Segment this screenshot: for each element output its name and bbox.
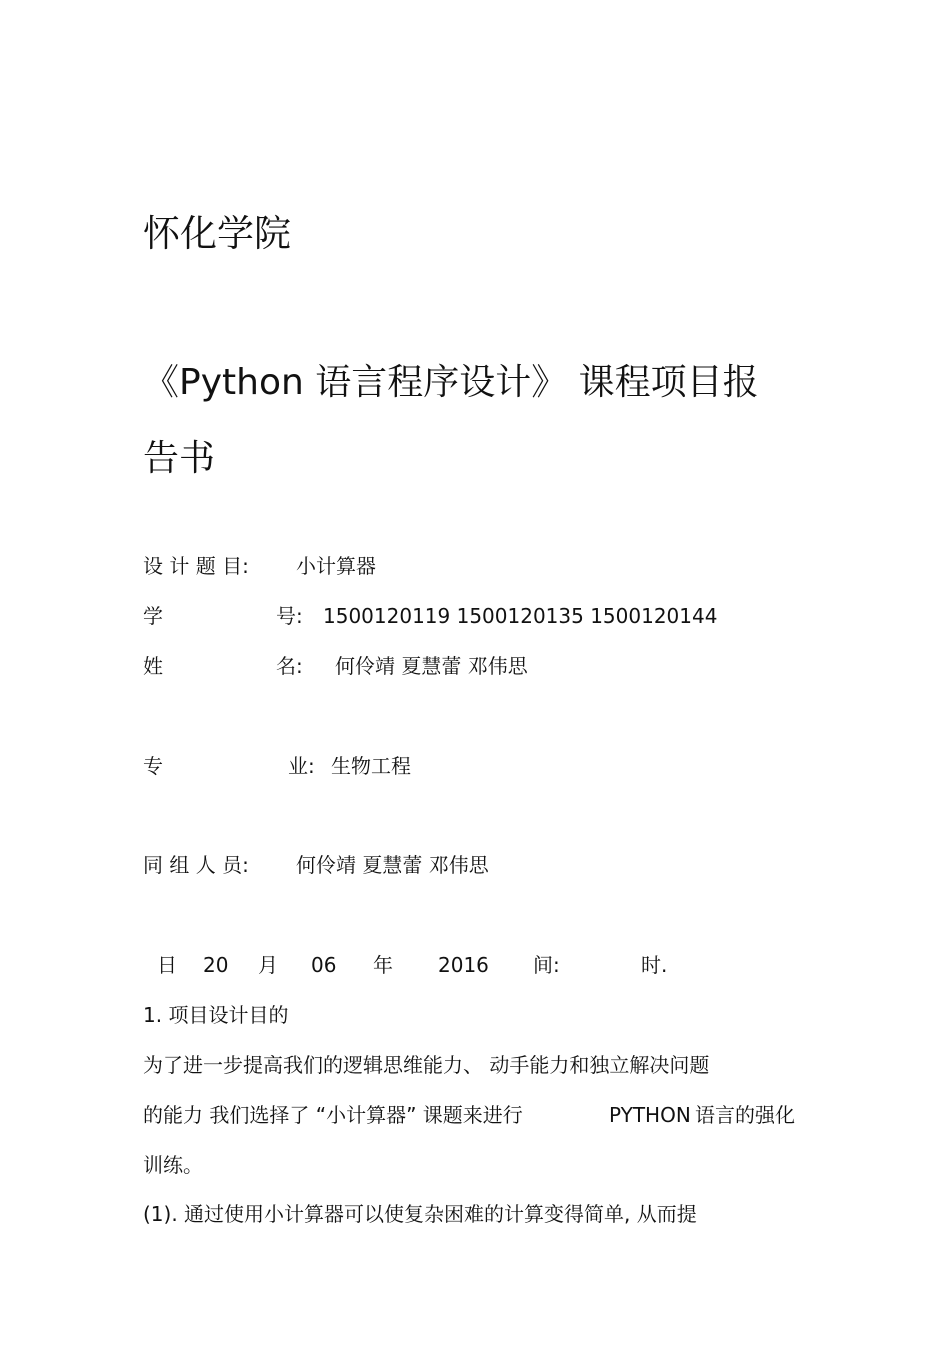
date-cell-2: 20	[203, 953, 229, 977]
list-item-1: (1). 通过使用小计算器可以使复杂困难的计算变得简单, 从而提	[143, 1202, 697, 1226]
paragraph-line-2a: 的能力 我们选择了 “小计算器” 课题来进行	[143, 1103, 523, 1127]
topic-value: 小计算器	[296, 554, 376, 578]
major-value: 生物工程	[331, 754, 411, 778]
date-cell-3: 月	[258, 953, 278, 977]
date-cell-4: 06	[311, 953, 337, 977]
student-id-label-char1: 学	[143, 604, 163, 628]
paragraph-line-3: 训练。	[143, 1153, 203, 1177]
school-name: 怀化学院	[143, 212, 291, 255]
name-label-char1: 姓	[143, 654, 163, 678]
date-cell-7: 间:	[533, 953, 560, 977]
paragraph-line-2c: 语言的强化	[695, 1103, 795, 1127]
group-members-label: 同 组 人 员:	[143, 853, 249, 877]
report-title-line-1: 《Python 语言程序设计》 课程项目报	[143, 362, 759, 403]
report-title-line-2: 告书	[143, 438, 216, 479]
topic-label: 设 计 题 目:	[143, 554, 249, 578]
date-cell-8: 时.	[641, 953, 668, 977]
name-label-char2: 名:	[276, 654, 303, 678]
date-cell-5: 年	[373, 953, 393, 977]
major-label-char1: 专	[143, 754, 163, 778]
paragraph-line-1: 为了进一步提高我们的逻辑思维能力、 动手能力和独立解决问题	[143, 1053, 710, 1077]
section-heading: 1. 项目设计目的	[143, 1003, 289, 1027]
student-id-value: 1500120119 1500120135 1500120144	[323, 604, 718, 628]
student-id-label-char2: 号:	[276, 604, 303, 628]
date-cell-1: 日	[157, 953, 177, 977]
major-label-char2: 业:	[288, 754, 315, 778]
paragraph-line-2b: PYTHON	[609, 1103, 691, 1127]
name-value: 何伶靖 夏慧蕾 邓伟思	[335, 654, 528, 678]
group-members-value: 何伶靖 夏慧蕾 邓伟思	[296, 853, 489, 877]
date-cell-6: 2016	[438, 953, 489, 977]
